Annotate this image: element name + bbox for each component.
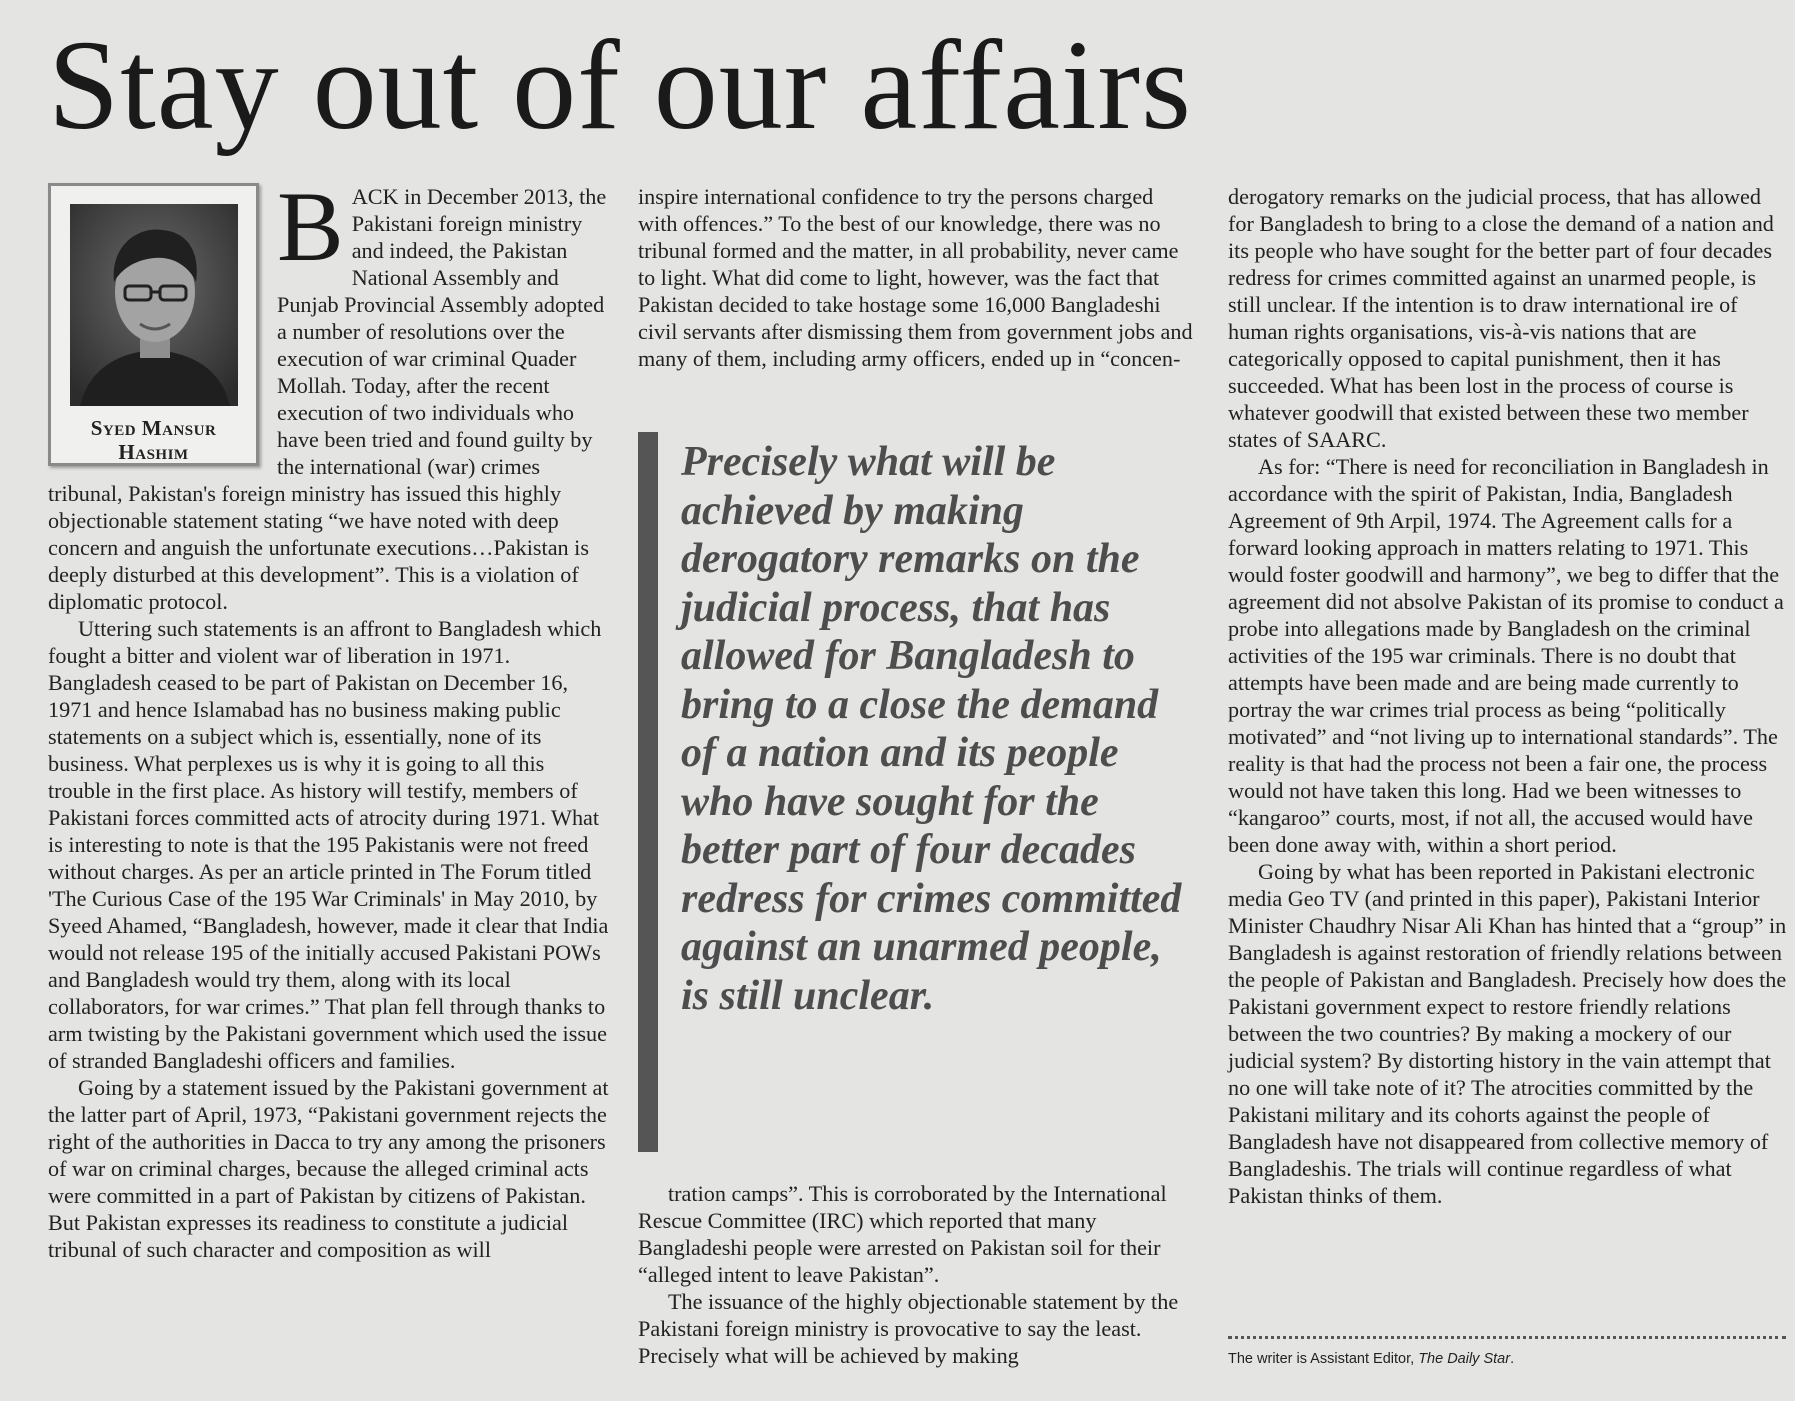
pull-quote-bar	[638, 432, 658, 1152]
article-column-1	[48, 171, 611, 1263]
article-column-2-bottom	[638, 1180, 1198, 1369]
paragraph-4: inspire international confidence to try the persons charged with offences.” To the best of our knowledge, there was no tribunal formed and the matter, in all probability, never came to light. What did come to light, however, was the fact that Pakistan decided to take hostage some 16,000 Bangladeshi civil servants after dismissing them from government jobs and many of them, including army officers, ended up in “concen-	[638, 184, 1193, 371]
drop-cap: B	[277, 171, 344, 282]
credit-suffix: .	[1510, 1351, 1515, 1367]
paragraph-5: tration camps”. This is corroborated by the International Rescue Committee (IRC) which reported that many Bangladeshi people were arrested on Pakistan soil for their “alleged intent to leave Pakistan”.	[638, 1181, 1167, 1287]
author-credit	[1228, 1351, 1788, 1367]
paragraph-7: derogatory remarks on the judicial process, that has allowed for Bangladesh to bring to a close the demand of a nation and its people who have sought for the better part of four decades redress for crimes committed against an unarmed people, is still unclear. If the intention is to draw international ire of human rights organisations, vis-à-vis nations that are categorically opposed to capital punishment, then it has succeeded. What has been lost in the process of course is whatever goodwill that existed between these two member states of SAARC.	[1228, 184, 1774, 452]
pull-quote	[638, 432, 1198, 1152]
paragraph-8: As for: “There is need for reconciliation in Bangladesh in accordance with the spirit of Pakistan, India, Bangladesh Agreement of 9th Arpil, 1974. The Agreement calls for a forward looking approach in matters relating to 1971. This would foster goodwill and harmony”, we beg to differ that the agreement did not absolve Pakistan of its promise to conduct a probe into allegations made by Bangladesh on the criminal activities of the 195 war criminals. There is no doubt that attempts have been made and are being made currently to portray the war crimes trial process as being “politically motivated” and “not living up to international standards”. The reality is that had the process not been a fair one, the process would not have taken this long. Had we been witnesses to “kangaroo” courts, most, if not all, the accused would have been done away with, within a short period.	[1228, 454, 1784, 857]
credit-prefix: The writer is Assistant Editor,	[1228, 1351, 1419, 1367]
article-column-2-top	[638, 183, 1198, 372]
author-name	[51, 416, 256, 464]
pull-quote-text: Precisely what will be achieved by making derogatory remarks on the judicial process, that has allowed for Bangladesh to bring to a close the demand of a nation and its people who have sought for the better part of four decades redress for crimes committed against an unarmed people, is still unclear.	[681, 439, 1182, 1019]
headline: Stay out of our affairs	[48, 14, 1192, 156]
paragraph-1-text: ACK in December 2013, the Pakistani foreign ministry and indeed, the Pakistan National Assembly and Punjab Provincial Assembly adopted a number of resolutions over the execution of war criminal Quader Mollah. Today, after the recent execution of two individuals who have been tried and found guilty by the international (war) crimes tribunal, Pakistan's foreign ministry has issued this highly objectionable statement stating “we have noted with deep concern and anguish the unfortunate executions…Pakistan is deeply disturbed at this development”. This is a violation of diplomatic protocol.	[48, 184, 607, 614]
author-name-line2: Hashim	[118, 440, 189, 464]
credit-publication: The Daily Star	[1418, 1351, 1511, 1367]
paragraph-9: Going by what has been reported in Pakistani electronic media Geo TV (and printed in this paper), Pakistani Interior Minister Chaudhry Nisar Ali Khan has hinted that a “group” in Bangladesh is against restoration of friendly relations between the people of Pakistan and Bangladesh. Precisely how does the Pakistani government expect to restore friendly relations between the two countries? By making a mockery of our judicial system? By distorting history in the vain attempt that no one will take note of it? The atrocities committed by the Pakistani military and its cohorts against the people of Bangladesh have not disappeared from collective memory of Bangladeshis. The trials will continue regardless of what Pakistan thinks of them.	[1228, 859, 1787, 1208]
author-name-line1: Syed Mansur	[90, 416, 217, 440]
author-box	[48, 183, 259, 466]
paragraph-2: Uttering such statements is an affront to Bangladesh which fought a bitter and violent war of liberation in 1971. Bangladesh ceased to be part of Pakistan on December 16, 1971 and hence Islamabad has no business making public statements on a subject which is, essentially, none of its business. What perplexes us is why it is going to all this trouble in the first place. As history will testify, members of Pakistani forces committed acts of atrocity during 1971. What is interesting to note is that the 195 Pakistanis were not freed without charges. As per an article printed in The Forum titled 'The Curious Case of the 195 War Criminals' in May 2010, by Syeed Ahamed, “Bangladesh, however, made it clear that India would not release 195 of the initially accused Pakistani POWs and Bangladesh would try them, along with its local collaborators, for war crimes.” That plan fell through thanks to arm twisting by the Pakistani government which used the issue of stranded Bangladeshi officers and families.	[48, 616, 609, 1073]
paragraph-6: The issuance of the highly objectionable statement by the Pakistani foreign ministry is provocative to say the least. Precisely what will be achieved by making	[638, 1289, 1179, 1368]
dotted-divider	[1228, 1336, 1786, 1339]
article-column-3	[1228, 183, 1790, 1209]
paragraph-3: Going by a statement issued by the Pakistani government at the latter part of April, 1973, “Pakistani government rejects the right of the authorities in Dacca to try any among the prisoners of war on criminal charges, because the alleged criminal acts were committed in a part of Pakistan by citizens of Pakistan. But Pakistan expresses its readiness to constitute a judicial tribunal of such character and composition as will	[48, 1075, 609, 1262]
author-photo	[70, 204, 238, 406]
